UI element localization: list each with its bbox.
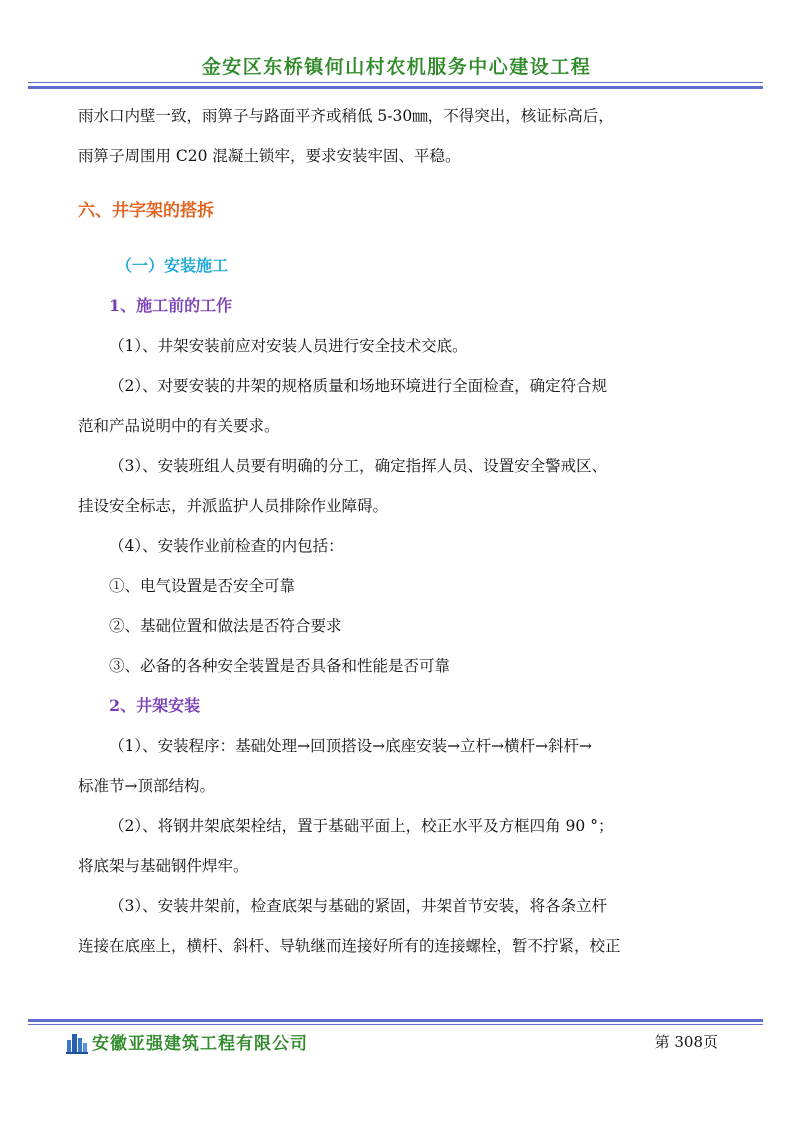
section-heading: 六、井字架的搭拆 xyxy=(78,201,214,221)
building-logo-icon xyxy=(66,1030,88,1054)
paragraph-line: 雨箅子周围用 C20 混凝土锁牢，要求安装牢固、平稳。 xyxy=(78,147,461,165)
paragraph-line: 标准节→顶部结构。 xyxy=(78,777,215,795)
footer-company xyxy=(78,1029,308,1054)
paragraph-line: 连接在底座上，横杆、斜杆、导轨继而连接好所有的连接螺栓，暂不拧紧，校正 xyxy=(78,937,621,955)
footer-rule-thin xyxy=(28,1024,763,1025)
paragraph-line: （3）、安装井架前，检查底架与基础的紧固，井架首节安装，将各条立杆 xyxy=(109,897,608,915)
paragraph-line: （2）、将钢井架底架栓结，置于基础平面上，校正水平及方框四角 90 °； xyxy=(109,817,614,835)
paragraph-line: （1）、井架安装前应对安装人员进行安全技术交底。 xyxy=(109,337,468,355)
paragraph-line: （3）、安装班组人员要有明确的分工，确定指挥人员、设置安全警戒区、 xyxy=(109,457,608,475)
subsection-heading: （一）安装施工 xyxy=(116,256,229,275)
paragraph-line: 雨水口内壁一致，雨箅子与路面平齐或稍低 5-30㎜，不得突出，核证标高后， xyxy=(78,107,614,125)
item-heading: 2、井架安装 xyxy=(109,696,201,715)
footer-company-name: 安徽亚强建筑工程有限公司 xyxy=(92,1034,308,1054)
item-heading: 1、施工前的工作 xyxy=(109,296,233,315)
header-rule-thin xyxy=(28,82,763,83)
paragraph-line: （2）、对要安装的井架的规格质量和场地环境进行全面检查，确定符合规 xyxy=(109,377,608,395)
document-body xyxy=(78,96,720,966)
page-number: 第 308页 xyxy=(654,1033,718,1051)
check-item: ③、必备的各种安全装置是否具备和性能是否可靠 xyxy=(109,657,451,675)
paragraph-line: 挂设安全标志，并派监护人员排除作业障碍。 xyxy=(78,497,389,515)
header-rule-thick xyxy=(28,86,763,89)
page-header-title: 金安区东桥镇何山村农机服务中心建设工程 xyxy=(201,56,592,78)
paragraph-line: （4）、安装作业前检查的内包括： xyxy=(109,537,344,555)
check-item: ①、电气设置是否安全可靠 xyxy=(109,577,296,595)
paragraph-line: （1）、安装程序：基础处理→回顶搭设→底座安装→立杆→横杆→斜杆→ xyxy=(109,737,593,755)
check-item: ②、基础位置和做法是否符合要求 xyxy=(109,617,342,635)
footer-rule-thick xyxy=(28,1019,763,1022)
paragraph-line: 范和产品说明中的有关要求。 xyxy=(78,417,280,435)
paragraph-line: 将底架与基础钢件焊牢。 xyxy=(78,857,249,875)
